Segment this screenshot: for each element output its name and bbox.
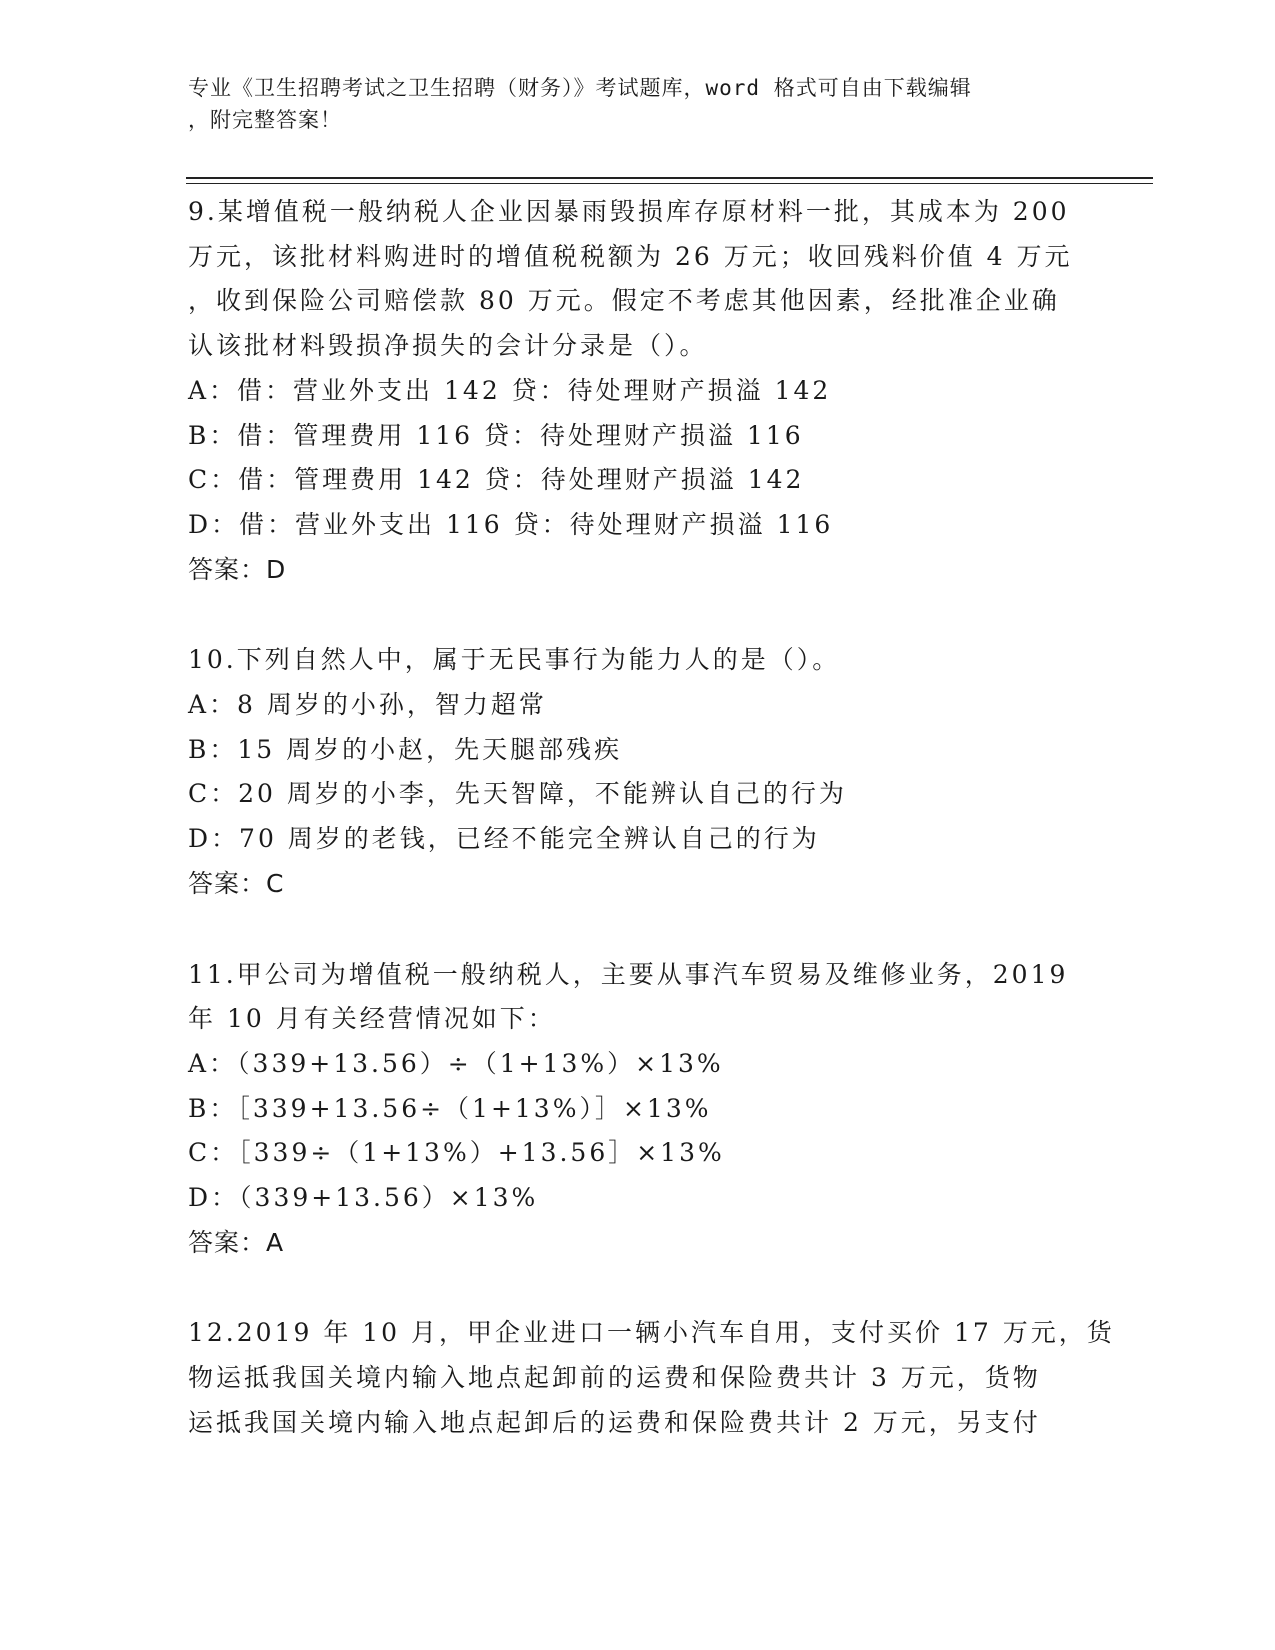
question-spacer [188, 592, 1088, 638]
question-stem-line: 年 10 月有关经营情况如下： [188, 1004, 556, 1034]
question-list [188, 190, 1115, 1446]
header-divider-thin [186, 183, 1153, 184]
option-d: D：70 周岁的老钱，已经不能完全辨认自己的行为 [188, 824, 820, 854]
question-stem-line: 9.某增值税一般纳税人企业因暴雨毁损库存原材料一批，其成本为 200 [188, 197, 1070, 226]
question-spacer [188, 1265, 1088, 1311]
header-divider-thick [186, 177, 1153, 179]
question-stem-line: 11.甲公司为增值税一般纳税人，主要从事汽车贸易及维修业务，2019 [188, 959, 1069, 989]
option-a: A：8 周岁的小孙，智力超常 [188, 690, 547, 720]
option-b: B：15 周岁的小赵，先天腿部残疾 [188, 734, 623, 764]
answer-text: 答案：C [188, 868, 285, 898]
option-a: A：（339+13.56）÷（1+13%）×13% [188, 1048, 724, 1078]
question-stem-line: 12.2019 年 10 月，甲企业进口一辆小汽车自用，支付买价 17 万元，货 [188, 1318, 1115, 1348]
option-a: A：借：营业外支出 142 贷：待处理财产损溢 142 [188, 375, 832, 405]
question-stem-line: 物运抵我国关境内输入地点起卸前的运费和保险费共计 3 万元，货物 [188, 1363, 1041, 1393]
header-line-1: 专业《卫生招聘考试之卫生招聘（财务）》考试题库，word 格式可自由下载编辑 [188, 76, 972, 100]
question-stem-line: 认该批材料毁损净损失的会计分录是（）。 [188, 331, 708, 361]
option-d: D：（339+13.56）×13% [188, 1183, 539, 1213]
option-b: B：［339+13.56÷（1+13%）］×13% [188, 1093, 712, 1123]
question-10 [188, 638, 1088, 906]
option-c: C：［339÷（1+13%）+13.56］×13% [188, 1138, 725, 1168]
question-stem-line: 运抵我国关境内输入地点起卸后的运费和保险费共计 2 万元，另支付 [188, 1407, 1041, 1437]
option-c: C：20 周岁的小李，先天智障，不能辨认自己的行为 [188, 779, 847, 809]
question-11 [188, 953, 1088, 1266]
answer-text: 答案：A [188, 1227, 285, 1257]
header-line-2: ，附完整答案！ [188, 108, 342, 132]
option-b: B：借：管理费用 116 贷：待处理财产损溢 116 [188, 420, 804, 450]
question-12 [188, 1311, 1115, 1445]
question-spacer [188, 907, 1088, 953]
question-stem-line: 10.下列自然人中，属于无民事行为能力人的是（）。 [188, 645, 841, 675]
question-stem-line: 万元，该批材料购进时的增值税税额为 26 万元；收回残料价值 4 万元 [188, 241, 1073, 271]
answer-text: 答案：D [188, 554, 287, 584]
option-c: C：借：管理费用 142 贷：待处理财产损溢 142 [188, 465, 805, 495]
option-d: D：借：营业外支出 116 贷：待处理财产损溢 116 [188, 509, 834, 539]
question-stem-line: ，收到保险公司赔偿款 80 万元。假定不考虑其他因素，经批准企业确 [188, 286, 1060, 316]
document-header [188, 72, 1068, 136]
question-9 [188, 190, 1088, 592]
